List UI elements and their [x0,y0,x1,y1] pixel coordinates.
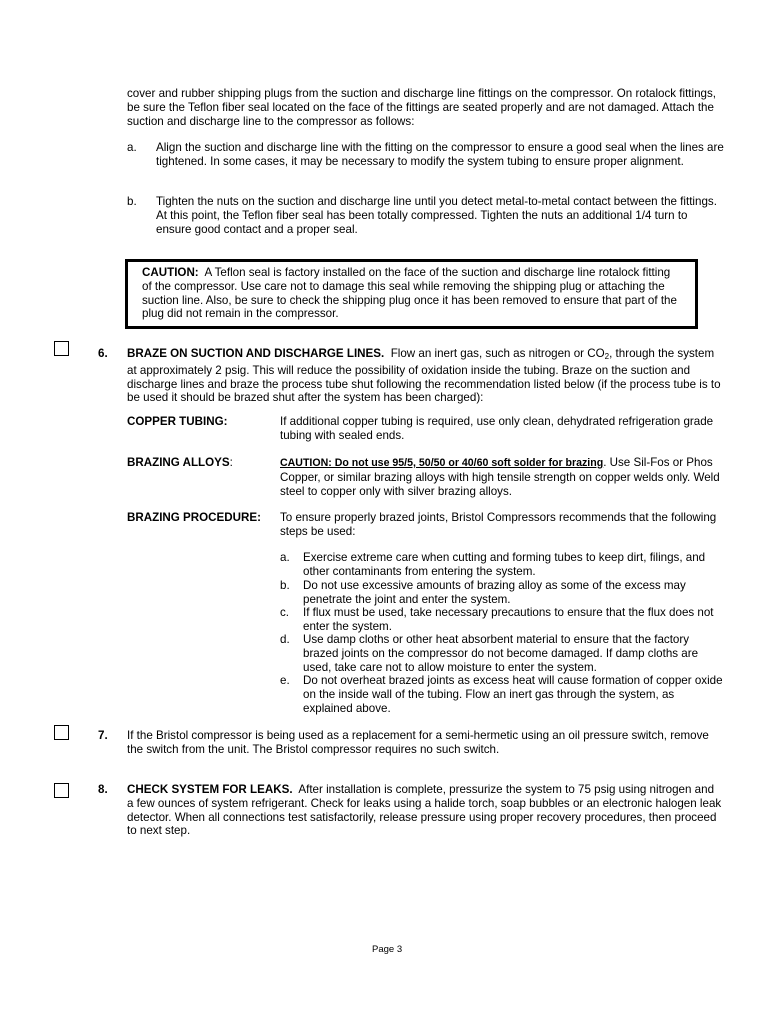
intro-item-b-marker: b. [127,195,137,208]
step-7-number: 7. [98,729,108,742]
step-6-text-b: , through the system at approximately 2 psig. This will reduce the possibility of oxidation inside the tubing. Braze on the suction and discharge lines and braze the process tube shut following the recommendation listed below (if the process tube is to be used it should be brazed shut after the system has been charged): [127,347,721,405]
page-number: Page 3 [372,944,403,955]
procedure-item-c-marker: c. [280,606,290,619]
procedure-item-d-marker: d. [280,633,290,646]
caution-body: A Teflon seal is factory installed on the face of the suction and discharge line rotalock fitting of the compressor. Use care not to damage this seal while removing the shipping plug or attaching the suction line. Also, be sure to check the shipping plug once it has been removed to ensure that part of the plug did not remain in the compressor. [142,266,677,321]
intro-paragraph: cover and rubber shipping plugs from the suction and discharge line fittings on the compressor. On rotalock fittings, be sure the Teflon fiber seal located on the face of the fittings are seated properly and are not damaged. Attach the suction and discharge line to the compressor as follows: [127,87,717,128]
step-8-number: 8. [98,783,108,796]
brazing-alloys-label-wrap [127,456,233,470]
procedure-item-e-marker: e. [280,674,290,687]
procedure-item-e-text: Do not overheat brazed joints as excess heat will cause formation of copper oxide on the inside wall of the tubing. Flow an inert gas through the system, as explained above. [303,674,723,715]
copper-tubing-text: If additional copper tubing is required, use only clean, dehydrated refrigeration grade tubing with sealed ends. [280,415,714,442]
brazing-procedure-label: BRAZING PROCEDURE: [127,511,261,524]
step-7-checkbox[interactable] [54,725,69,740]
intro-item-b-text: Tighten the nuts on the suction and discharge line until you detect metal-to-metal contact between the fittings. At this point, the Teflon fiber seal has been totally compressed. Tighten the nuts an additional 1/4 turn to ensure good contact and a proper seal. [156,195,717,236]
step-6-text-a: Flow an inert gas, such as nitrogen or CO [390,347,605,360]
procedure-item-c-text: If flux must be used, take necessary precautions to ensure that the flux does not enter the system. [303,606,714,633]
brazing-alloys-colon: : [229,456,233,469]
procedure-item-a-text: Exercise extreme care when cutting and forming tubes to keep dirt, filings, and other contaminants from entering the system. [303,551,706,578]
intro-item-a-marker: a. [127,141,137,154]
intro-item-a-text: Align the suction and discharge line with the fitting on the compressor to ensure a good seal when the lines are tightened. In some cases, it may be necessary to modify the system tubing to ensure proper alignment. [156,141,724,168]
caution-box [125,259,698,329]
brazing-alloys-body: . Use Sil-Fos or Phos Copper, or similar brazing alloys with high tensile strength on copper welds only. Weld steel to copper only with silver brazing alloys. [280,456,720,498]
step-8-paragraph [127,783,723,838]
step-6-number: 6. [98,347,108,360]
caution-box-text [142,266,682,321]
copper-tubing-label: COPPER TUBING: [127,415,228,428]
procedure-item-a-marker: a. [280,551,290,564]
brazing-alloys-caution: CAUTION: Do not use 95/5, 50/50 or 40/60 soft solder for brazing [280,457,604,469]
brazing-alloys-label: BRAZING ALLOYS [127,456,230,469]
step-6-checkbox[interactable] [54,341,69,356]
step-7-text: If the Bristol compressor is being used as a replacement for a semi-hermetic using an oil pressure switch, remove the switch from the unit. The Bristol compressor requires no such switch. [127,729,709,756]
step-8-checkbox[interactable] [54,783,69,798]
step-8-heading: CHECK SYSTEM FOR LEAKS. [127,783,293,796]
step-6-heading: BRAZE ON SUCTION AND DISCHARGE LINES. [127,347,385,360]
procedure-item-b-marker: b. [280,579,290,592]
caution-label: CAUTION: [142,266,199,279]
step-6-paragraph [127,347,723,405]
brazing-alloys-text [280,456,728,498]
procedure-item-b-text: Do not use excessive amounts of brazing alloy as some of the excess may penetrate the joint and enter the system. [303,579,686,606]
brazing-procedure-intro: To ensure properly brazed joints, Bristol Compressors recommends that the following steps be used: [280,511,717,538]
co2-subscript: 2 [604,352,610,361]
step-8-text: After installation is complete, pressurize the system to 75 psig using nitrogen and a few ounces of system refrigerant. Check for leaks using a halide torch, soap bubbles or an electronic halogen leak detector. When all connections test satisfactorily, release pressure using proper recovery procedures, then proceed to next step. [127,783,722,838]
procedure-item-d-text: Use damp cloths or other heat absorbent material to ensure that the factory brazed joints on the compressor do not become damaged. If damp cloths are used, take care not to allow moisture to enter the system. [303,633,699,674]
